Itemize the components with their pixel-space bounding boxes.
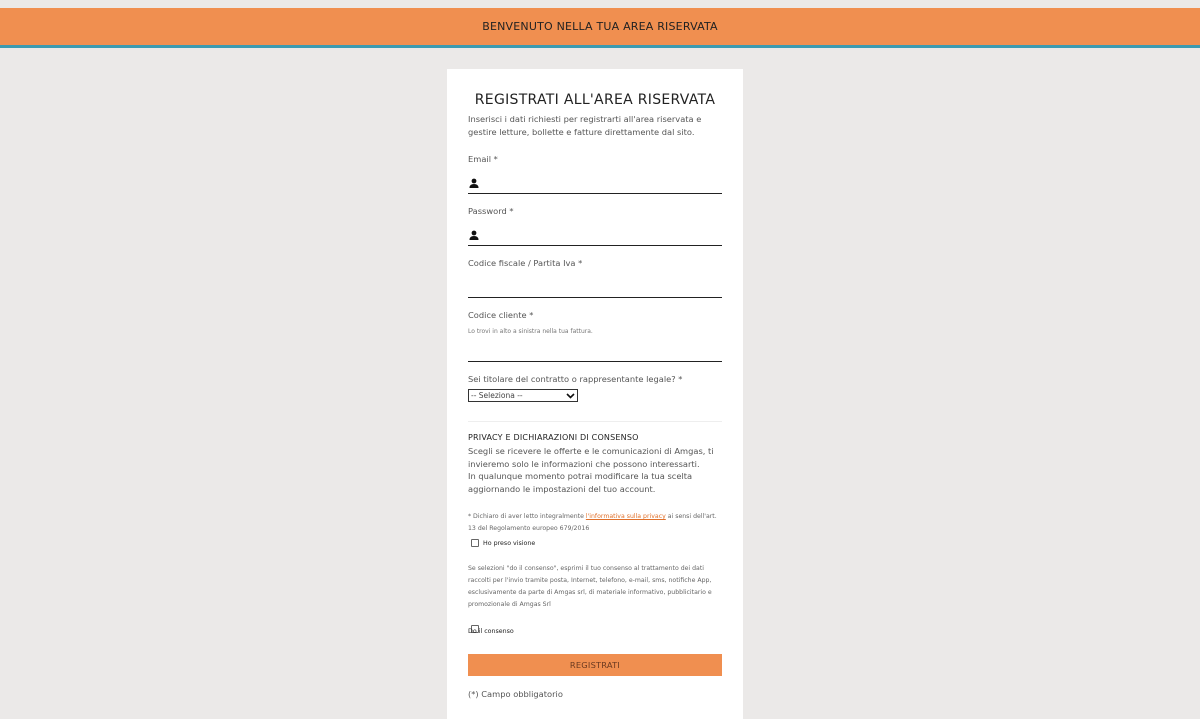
client-code-field-wrapper xyxy=(468,341,722,362)
seen-checkbox-row xyxy=(471,539,725,547)
user-icon xyxy=(469,178,479,188)
privacy-policy-link[interactable]: l'informativa sulla privacy xyxy=(585,513,666,520)
client-code-hint: Lo trovi in alto a sinistra nella tua fattura. xyxy=(468,328,593,335)
declaration-prefix: * Dichiaro di aver letto integralmente xyxy=(468,513,586,520)
form-title: REGISTRATI ALL'AREA RISERVATA xyxy=(474,92,716,108)
holder-label: Sei titolare del contratto o rappresentante legale? * xyxy=(468,374,683,384)
declaration-suffix: ai sensi dell'art. 13 del Regolamento europeo 679/2016 xyxy=(468,513,717,532)
register-button[interactable]: REGISTRATI xyxy=(468,654,722,676)
banner-title: BENVENUTO NELLA TUA AREA RISERVATA xyxy=(482,20,718,33)
client-code-input[interactable] xyxy=(468,343,702,359)
holder-select[interactable] xyxy=(468,389,578,402)
section-divider xyxy=(468,421,722,422)
holder-select-value: -- Seleziona -- xyxy=(471,391,523,400)
password-input[interactable] xyxy=(479,227,713,243)
privacy-text-1: Scegli se ricevere le offerte e le comunicazioni di Amgas, ti invieremo solo le informazioni che possono interessarti. xyxy=(468,446,714,469)
required-fields-note: (*) Campo obbligatorio xyxy=(468,689,563,699)
tax-code-input[interactable] xyxy=(468,279,702,295)
privacy-text xyxy=(468,445,722,495)
email-field-wrapper xyxy=(468,173,722,194)
privacy-text-2: In qualunque momento potrai modificare la tua scelta aggiornando le impostazioni del tuo account. xyxy=(468,471,693,494)
email-input[interactable] xyxy=(479,175,713,191)
top-banner xyxy=(0,8,1200,48)
seen-checkbox-label: Ho preso visione xyxy=(483,539,536,547)
password-label: Password * xyxy=(468,206,514,216)
form-intro: Inserisci i dati richiesti per registrarti all'area riservata e gestire letture, bollette e fatture direttamente dal sito. xyxy=(468,114,702,137)
email-label: Email * xyxy=(468,154,498,164)
registration-card xyxy=(447,69,743,719)
tax-code-field-wrapper xyxy=(468,277,722,298)
consent-text: Se selezioni "do il consenso", esprimi il tuo consenso al trattamento dei dati raccolti per l'invio tramite posta, Internet, telefono, e-mail, sms, notifiche App, esclusivamente da parte di Amgas srl, di materiale informativo, pubblicitario e promozionale di Amgas Srl xyxy=(468,565,712,608)
privacy-declaration xyxy=(468,511,722,535)
seen-checkbox[interactable] xyxy=(471,539,479,547)
consent-label: Do il consenso xyxy=(468,628,514,635)
tax-code-label: Codice fiscale / Partita Iva * xyxy=(468,258,583,268)
user-icon xyxy=(469,230,479,240)
password-field-wrapper xyxy=(468,225,722,246)
privacy-title: PRIVACY E DICHIARAZIONI DI CONSENSO xyxy=(468,433,639,442)
client-code-label: Codice cliente * xyxy=(468,310,534,320)
chevron-down-icon xyxy=(566,393,575,399)
